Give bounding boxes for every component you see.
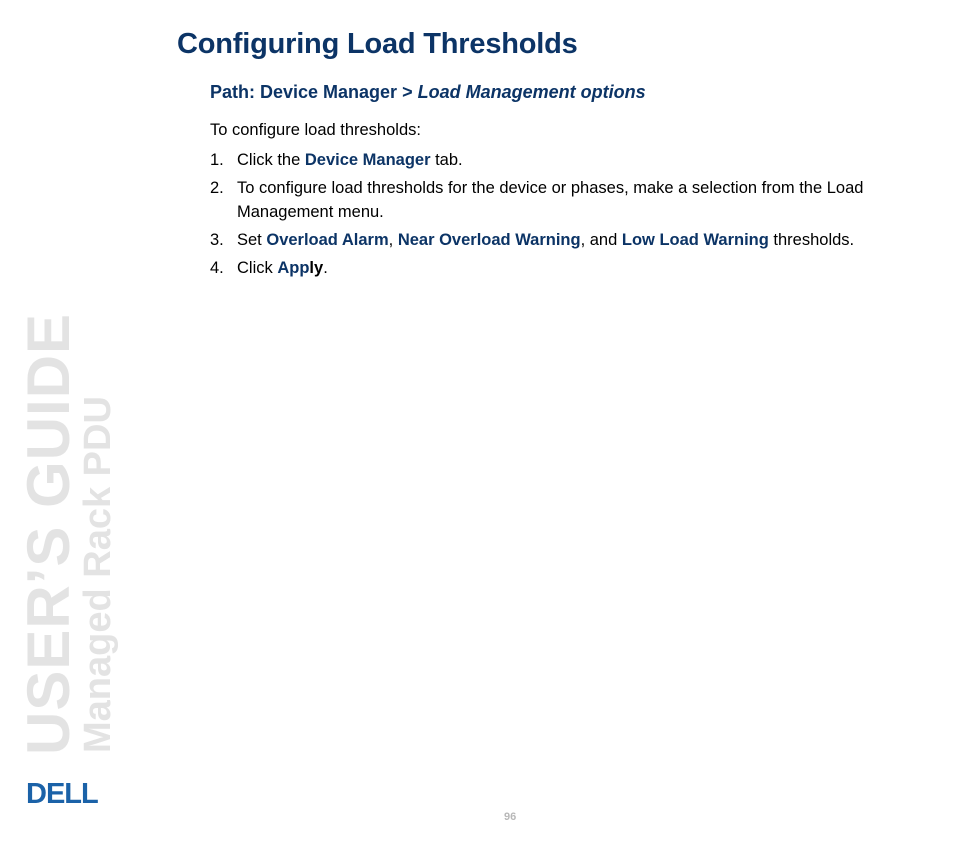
step-text-segment: . <box>323 259 328 277</box>
step-text <box>237 151 463 169</box>
step-text-segment: Set <box>237 231 267 249</box>
path-prefix: Path: Device Manager > <box>210 82 418 102</box>
path-location: Load Management options <box>417 82 646 102</box>
ui-term: Low Load Warning <box>621 231 769 249</box>
navigation-path <box>210 82 646 103</box>
list-item <box>210 228 900 252</box>
step-text-segment: To configure load thresholds for the device or phases, make a selection from the Load Management menu. <box>237 179 864 221</box>
dell-logo-text: DELL <box>26 778 98 806</box>
step-text-segment: , and <box>580 231 622 249</box>
step-number: 2. <box>210 179 224 197</box>
sidebar-watermark <box>15 312 119 755</box>
step-text-segment: tab. <box>430 151 463 169</box>
list-item <box>210 256 900 280</box>
sidebar-title: USER’S GUIDE <box>15 312 82 755</box>
step-text-segment: thresholds. <box>768 231 855 249</box>
step-text <box>237 179 863 221</box>
dell-logo-icon <box>25 778 113 806</box>
step-text-segment: , <box>388 231 398 249</box>
sidebar-subtitle: Managed Rack PDU <box>77 396 119 753</box>
list-item <box>210 176 900 224</box>
step-text-segment: Click <box>237 259 278 277</box>
step-number: 1. <box>210 151 224 169</box>
ui-term: Device Manager <box>304 151 431 169</box>
ui-term: Near Overload Warning <box>397 231 581 249</box>
step-text <box>237 259 328 277</box>
ui-term: App <box>277 259 310 277</box>
step-text <box>237 231 854 249</box>
ui-term: Overload Alarm <box>266 231 389 249</box>
step-number: 4. <box>210 259 224 277</box>
intro-text: To configure load thresholds: <box>210 121 421 139</box>
list-item <box>210 148 900 172</box>
step-number: 3. <box>210 231 224 249</box>
ui-term: ly <box>309 259 324 277</box>
steps-list <box>210 148 900 284</box>
page-title: Configuring Load Thresholds <box>177 28 578 60</box>
step-text-segment: Click the <box>237 151 305 169</box>
page-number: 96 <box>504 811 517 823</box>
